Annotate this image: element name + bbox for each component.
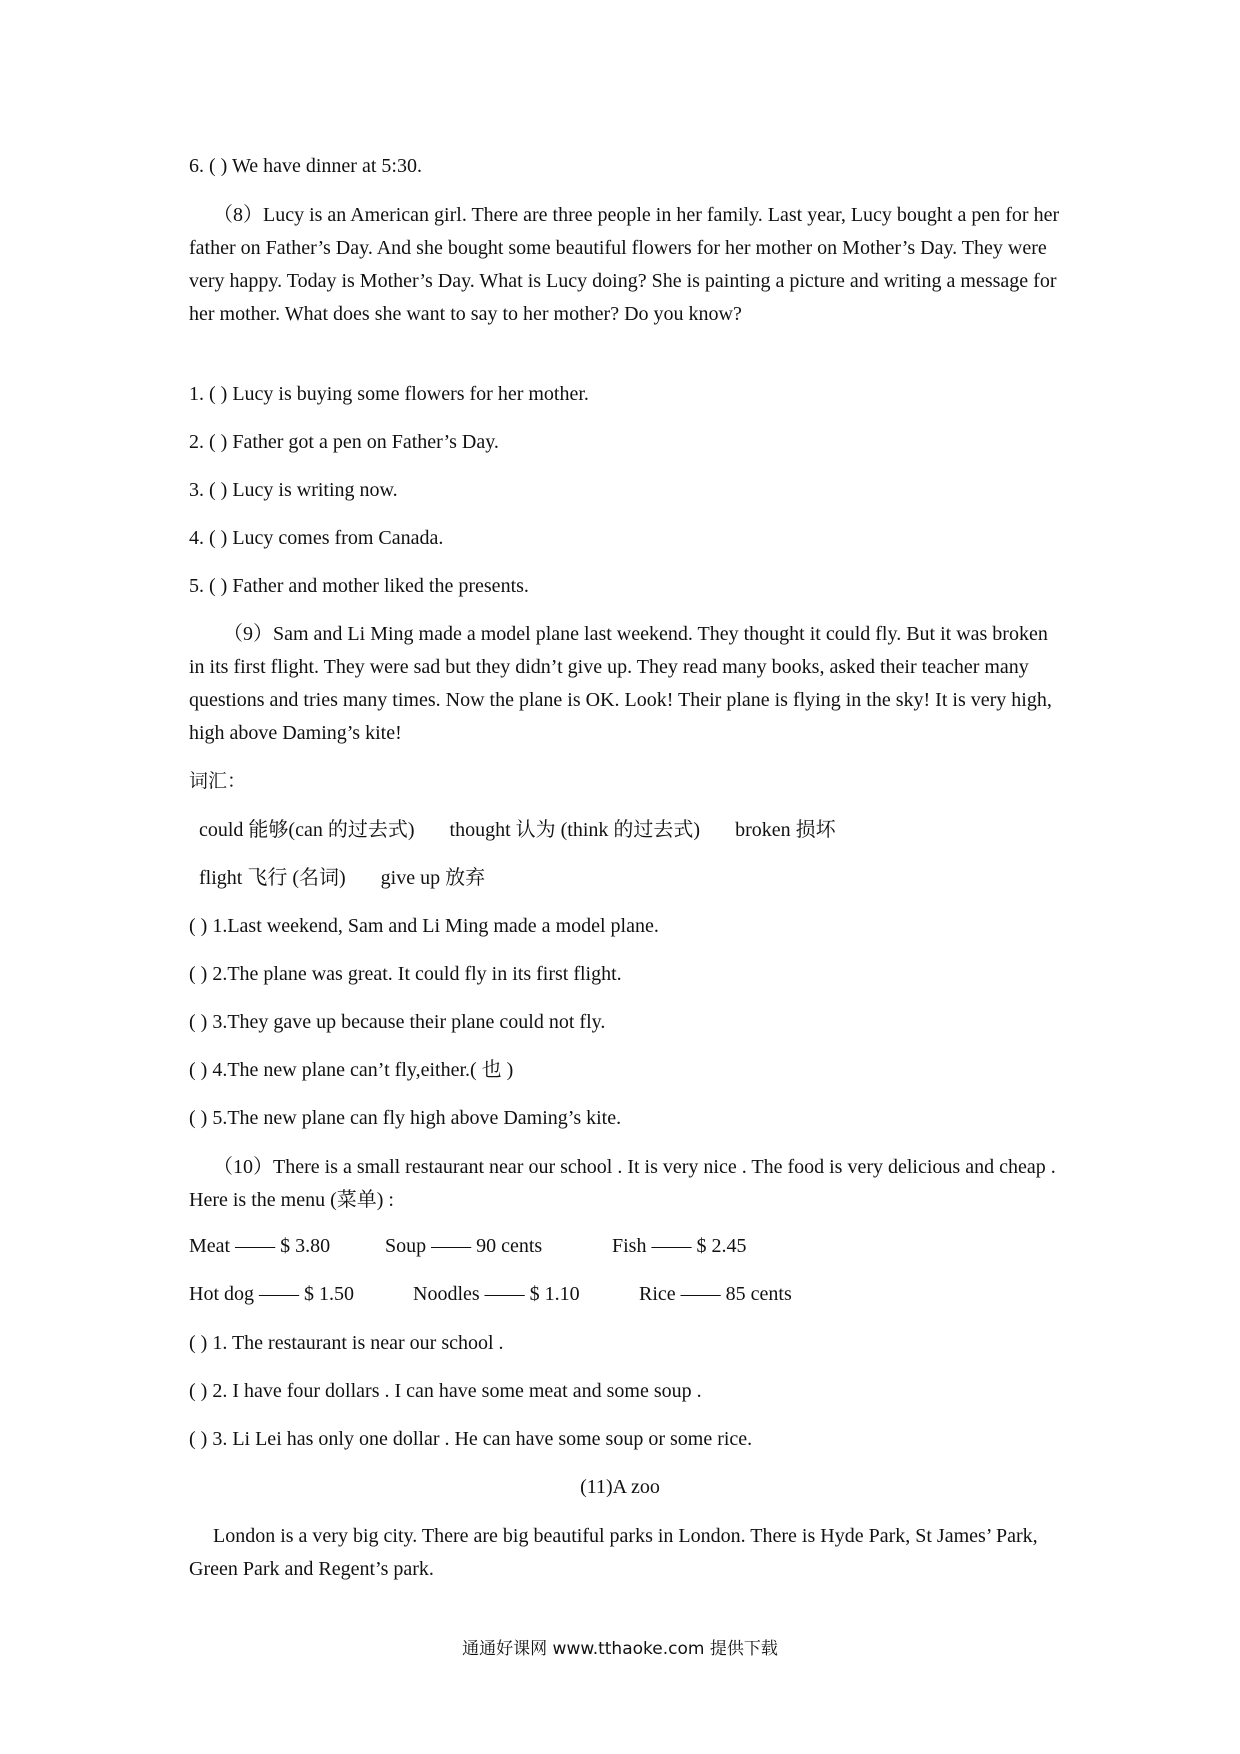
p10-question-1: ( ) 1. The restaurant is near our school . xyxy=(189,1332,504,1354)
p9-question-3: ( ) 3.They gave up because their plane could not fly. xyxy=(189,1011,606,1033)
p9-question-4: ( ) 4.The new plane can’t fly,either.( 也 ) xyxy=(189,1059,514,1081)
question-6: 6. ( ) We have dinner at 5:30. xyxy=(189,155,422,177)
passage-11-title: (11)A zoo xyxy=(580,1476,660,1498)
passage-8: （8）Lucy is an American girl. There are three people in her family. Last year, Lucy bought a pen for her father on Father’s Day. And she bought some beautiful flowers for her mother on Mother’s Day. They were very happy. Today is Mother’s Day. What is Lucy doing? She is painting a picture and writing a message for her mother. What does she want to say to her mother? Do you know? xyxy=(189,204,1060,325)
vocab-give-up: give up 放弃 xyxy=(380,867,486,889)
menu-row-1 xyxy=(189,1230,746,1263)
menu-hot-dog: Hot dog —— $ 1.50 xyxy=(189,1283,354,1305)
vocab-could: could 能够(can 的过去式) xyxy=(199,819,415,841)
vocab-title: 词汇： xyxy=(189,770,247,792)
vocab-row-2 xyxy=(199,862,515,895)
p8-question-1: 1. ( ) Lucy is buying some flowers for her mother. xyxy=(189,383,589,405)
menu-fish: Fish —— $ 2.45 xyxy=(612,1235,747,1257)
p10-question-3: ( ) 3. Li Lei has only one dollar . He can have some soup or some rice. xyxy=(189,1428,753,1450)
menu-noodles: Noodles —— $ 1.10 xyxy=(413,1283,580,1305)
p8-question-5: 5. ( ) Father and mother liked the presents. xyxy=(189,575,529,597)
p9-question-2: ( ) 2.The plane was great. It could fly in its first flight. xyxy=(189,963,622,985)
passage-9: （9）Sam and Li Ming made a model plane last weekend. They thought it could fly. But it was broken in its first flight. They were sad but they didn’t give up. They read many books, asked their teacher many questions and tries many times. Now the plane is OK. Look! Their plane is flying in the sky! It is very high, high above Daming’s kite! xyxy=(189,623,1052,744)
vocab-row-1 xyxy=(199,814,866,847)
vocab-flight: flight 飞行 (名词) xyxy=(199,867,346,889)
passage-11: London is a very big city. There are big beautiful parks in London. There is Hyde Park, St James’ Park, Green Park and Regent’s park. xyxy=(189,1525,1038,1580)
menu-row-2 xyxy=(189,1278,792,1311)
vocab-broken: broken 损坏 xyxy=(735,819,836,841)
p10-question-2: ( ) 2. I have four dollars . I can have some meat and some soup . xyxy=(189,1380,702,1402)
p8-question-4: 4. ( ) Lucy comes from Canada. xyxy=(189,527,444,549)
p8-question-3: 3. ( ) Lucy is writing now. xyxy=(189,479,398,501)
menu-soup: Soup —— 90 cents xyxy=(385,1235,543,1257)
p9-question-5: ( ) 5.The new plane can fly high above Daming’s kite. xyxy=(189,1107,622,1129)
vocab-thought: thought 认为 (think 的过去式) xyxy=(449,819,701,841)
menu-meat: Meat —— $ 3.80 xyxy=(189,1235,331,1257)
menu-rice: Rice —— 85 cents xyxy=(639,1283,792,1305)
passage-10: （10）There is a small restaurant near our school . It is very nice . The food is very delicious and cheap . Here is the menu (菜单) : xyxy=(189,1156,1056,1211)
p9-question-1: ( ) 1.Last weekend, Sam and Li Ming made a model plane. xyxy=(189,915,659,937)
p8-question-2: 2. ( ) Father got a pen on Father’s Day. xyxy=(189,431,499,453)
page-footer: 通通好课网 www.tthaoke.com 提供下载 xyxy=(462,1639,778,1659)
